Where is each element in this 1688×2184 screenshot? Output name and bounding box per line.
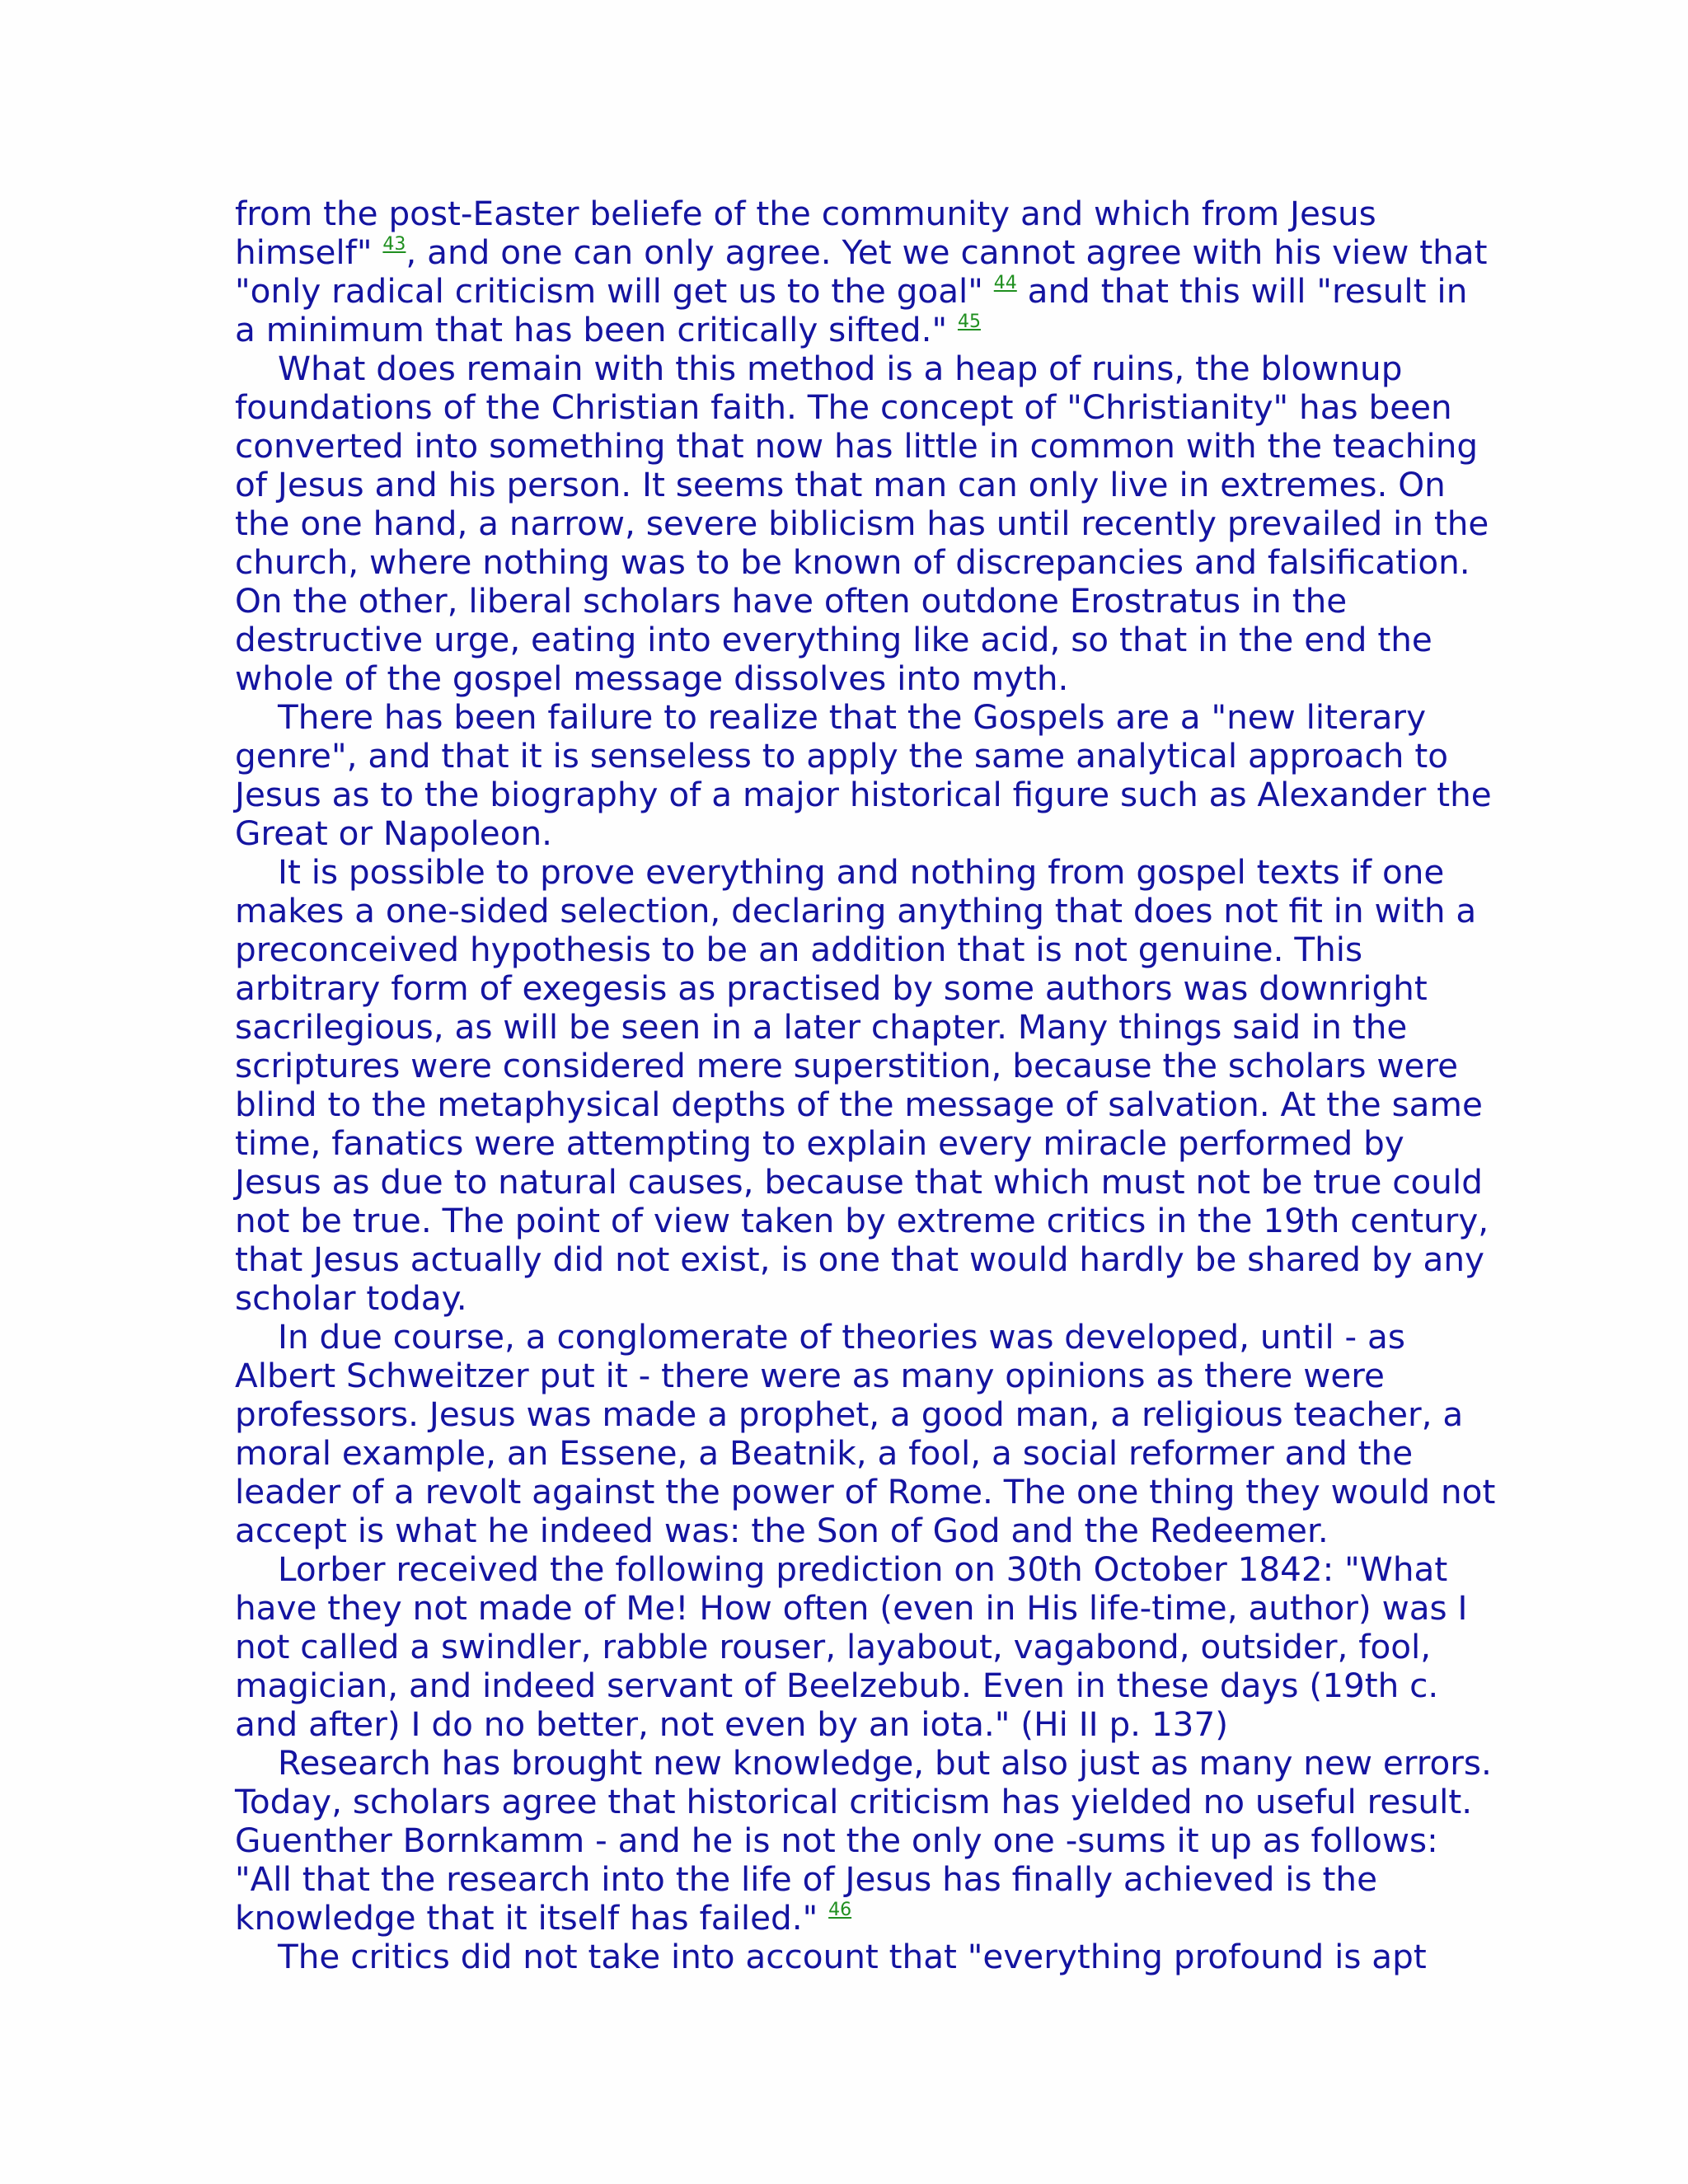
paragraph [235, 349, 1496, 698]
paragraph-text: , and one can only agree. Yet we cannot agree with his view that "only radical criticism will get us to the goal" [235, 232, 1488, 311]
paragraph-text: It is possible to prove everything and nothing from gospel texts if one makes a one-sided selection, declaring anything that does not fit in with a preconceived hypothesis to be an addition that is not genuine. This arbitrary form of exegesis as practised by some authors was downright sacrilegious, as will be seen in a later chapter. Many things said in the scriptures were considered mere superstition, because the scholars were blind to the metaphysical depths of the message of salvation. At the same time, fanatics were attempting to explain every miracle performed by Jesus as due to natural causes, because that which must not be true could not be true. The point of view taken by extreme critics in the 19th century, that Jesus actually did not exist, is one that would hardly be shared by any scholar today. [235, 852, 1489, 1318]
paragraph-text: There has been failure to realize that the Gospels are a "new literary genre", and that it is senseless to apply the same analytical approach to Jesus as to the biography of a major historical figure such as Alexander the Great or Napoleon. [235, 697, 1492, 853]
paragraph-text: and that this will "result in a minimum that has been critically sifted." [235, 271, 1468, 349]
paragraph [235, 1938, 1496, 1976]
paragraph [235, 1744, 1496, 1938]
footnote-link[interactable]: 43 [382, 234, 406, 255]
document-page [235, 194, 1496, 1976]
paragraph [235, 194, 1496, 349]
footnote-link[interactable]: 46 [828, 1900, 852, 1920]
paragraph-text: Research has brought new knowledge, but also just as many new errors. Today, scholars agree that historical criticism has yielded no useful result. Guenther Bornkamm - and he is not the only one -sums it up as follows: "All that the research into the life of Jesus has finally achieved is the knowledge that it itself has failed." [235, 1743, 1492, 1938]
paragraph-text: The critics did not take into account that "everything profound is apt [278, 1937, 1427, 1976]
footnote-link[interactable]: 45 [957, 312, 981, 332]
footnote-link[interactable]: 44 [993, 273, 1017, 293]
paragraph-text: Lorber received the following prediction on 30th October 1842: "What have they not made of Me! How often (even in His life-time, author) was I not called a swindler, rabble rouser, layabout, vagabond, outsider, fool, magician, and indeed servant of Beelzebub. Even in these days (19th c. and after) I do no better, not even by an iota." (Hi II p. 137) [235, 1549, 1468, 1744]
paragraph [235, 698, 1496, 853]
paragraph-text: from the post-Easter beliefe of the community and which from Jesus himself" [235, 194, 1376, 272]
paragraph-text: What does remain with this method is a heap of ruins, the blownup foundations of the Christian faith. The concept of "Christianity" has been converted into something that now has little in common with the teaching of Jesus and his person. It seems that man can only live in extremes. On the one hand, a narrow, severe biblicism has until recently prevailed in the church, where nothing was to be known of discrepancies and falsification. On the other, liberal scholars have often outdone Erostratus in the destructive urge, eating into everything like acid, so that in the end the whole of the gospel message dissolves into myth. [235, 349, 1489, 698]
paragraph [235, 853, 1496, 1318]
paragraph [235, 1550, 1496, 1744]
paragraph-text: In due course, a conglomerate of theories was developed, until - as Albert Schweitzer put it - there were as many opinions as there were professors. Jesus was made a prophet, a good man, a religious teacher, a moral example, an Essene, a Beatnik, a fool, a social reformer and the leader of a revolt against the power of Rome. The one thing they would not accept is what he indeed was: the Son of God and the Redeemer. [235, 1317, 1496, 1550]
paragraph [235, 1318, 1496, 1550]
